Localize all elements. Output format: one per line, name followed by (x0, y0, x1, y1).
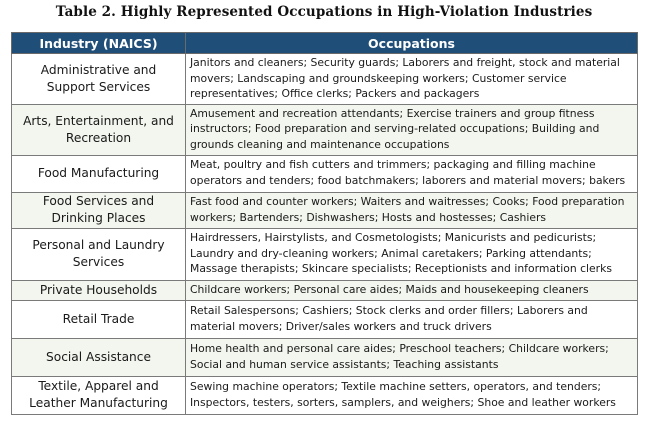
occupations-column-header: Occupations (186, 33, 638, 54)
table-row (12, 376, 638, 414)
occupations-cell: Fast food and counter workers; Waiters and waitresses; Cooks; Food preparation workers; Bartenders; Dishwashers; Hosts and hostesses; Cashiers (186, 192, 638, 228)
table-caption: Table 2. Highly Represented Occupations in High-Violation Industries (55, 4, 593, 20)
occupations-cell: Sewing machine operators; Textile machine setters, operators, and tenders; Inspectors, testers, sorters, samplers, and weighers; Shoe and leather workers (186, 376, 638, 414)
occupations-cell: Meat, poultry and fish cutters and trimmers; packaging and filling machine operators and tenders; food batchmakers; laborers and material movers; bakers (186, 155, 638, 192)
table-row (12, 300, 638, 338)
occupations-cell: Home health and personal care aides; Preschool teachers; Childcare workers; Social and human service assistants; Teaching assistants (186, 338, 638, 376)
occupations-cell: Janitors and cleaners; Security guards; Laborers and freight, stock and material movers; Landscaping and groundskeeping workers; Customer service representatives; Office clerks; Packers and packagers (186, 54, 638, 105)
table-row (12, 280, 638, 300)
occupations-table (11, 32, 638, 415)
industry-column-header: Industry (NAICS) (12, 33, 186, 54)
table-row (12, 228, 638, 280)
table-row (12, 338, 638, 376)
table-row (12, 54, 638, 105)
industry-cell: Food Services and Drinking Places (12, 192, 186, 228)
industry-cell: Retail Trade (12, 300, 186, 338)
occupations-cell: Retail Salespersons; Cashiers; Stock clerks and order fillers; Laborers and material movers; Driver/sales workers and truck drivers (186, 300, 638, 338)
table-row (12, 192, 638, 228)
industry-cell: Personal and Laundry Services (12, 228, 186, 280)
occupations-cell: Hairdressers, Hairstylists, and Cosmetologists; Manicurists and pedicurists; Laundry and dry-cleaning workers; Animal caretakers; Parking attendants; Massage therapists; Skincare specialists; Receptionists and information clerks (186, 228, 638, 280)
table-header-row (12, 33, 638, 54)
industry-cell: Arts, Entertainment, and Recreation (12, 104, 186, 155)
industry-cell: Private Households (12, 280, 186, 300)
occupations-cell: Amusement and recreation attendants; Exercise trainers and group fitness instructors; Food preparation and serving-related occupations; Building and grounds cleaning and maintenance occupations (186, 104, 638, 155)
table-row (12, 155, 638, 192)
industry-cell: Food Manufacturing (12, 155, 186, 192)
industry-cell: Social Assistance (12, 338, 186, 376)
table-row (12, 104, 638, 155)
industry-cell: Administrative and Support Services (12, 54, 186, 105)
occupations-cell: Childcare workers; Personal care aides; Maids and housekeeping cleaners (186, 280, 638, 300)
industry-cell: Textile, Apparel and Leather Manufacturing (12, 376, 186, 414)
